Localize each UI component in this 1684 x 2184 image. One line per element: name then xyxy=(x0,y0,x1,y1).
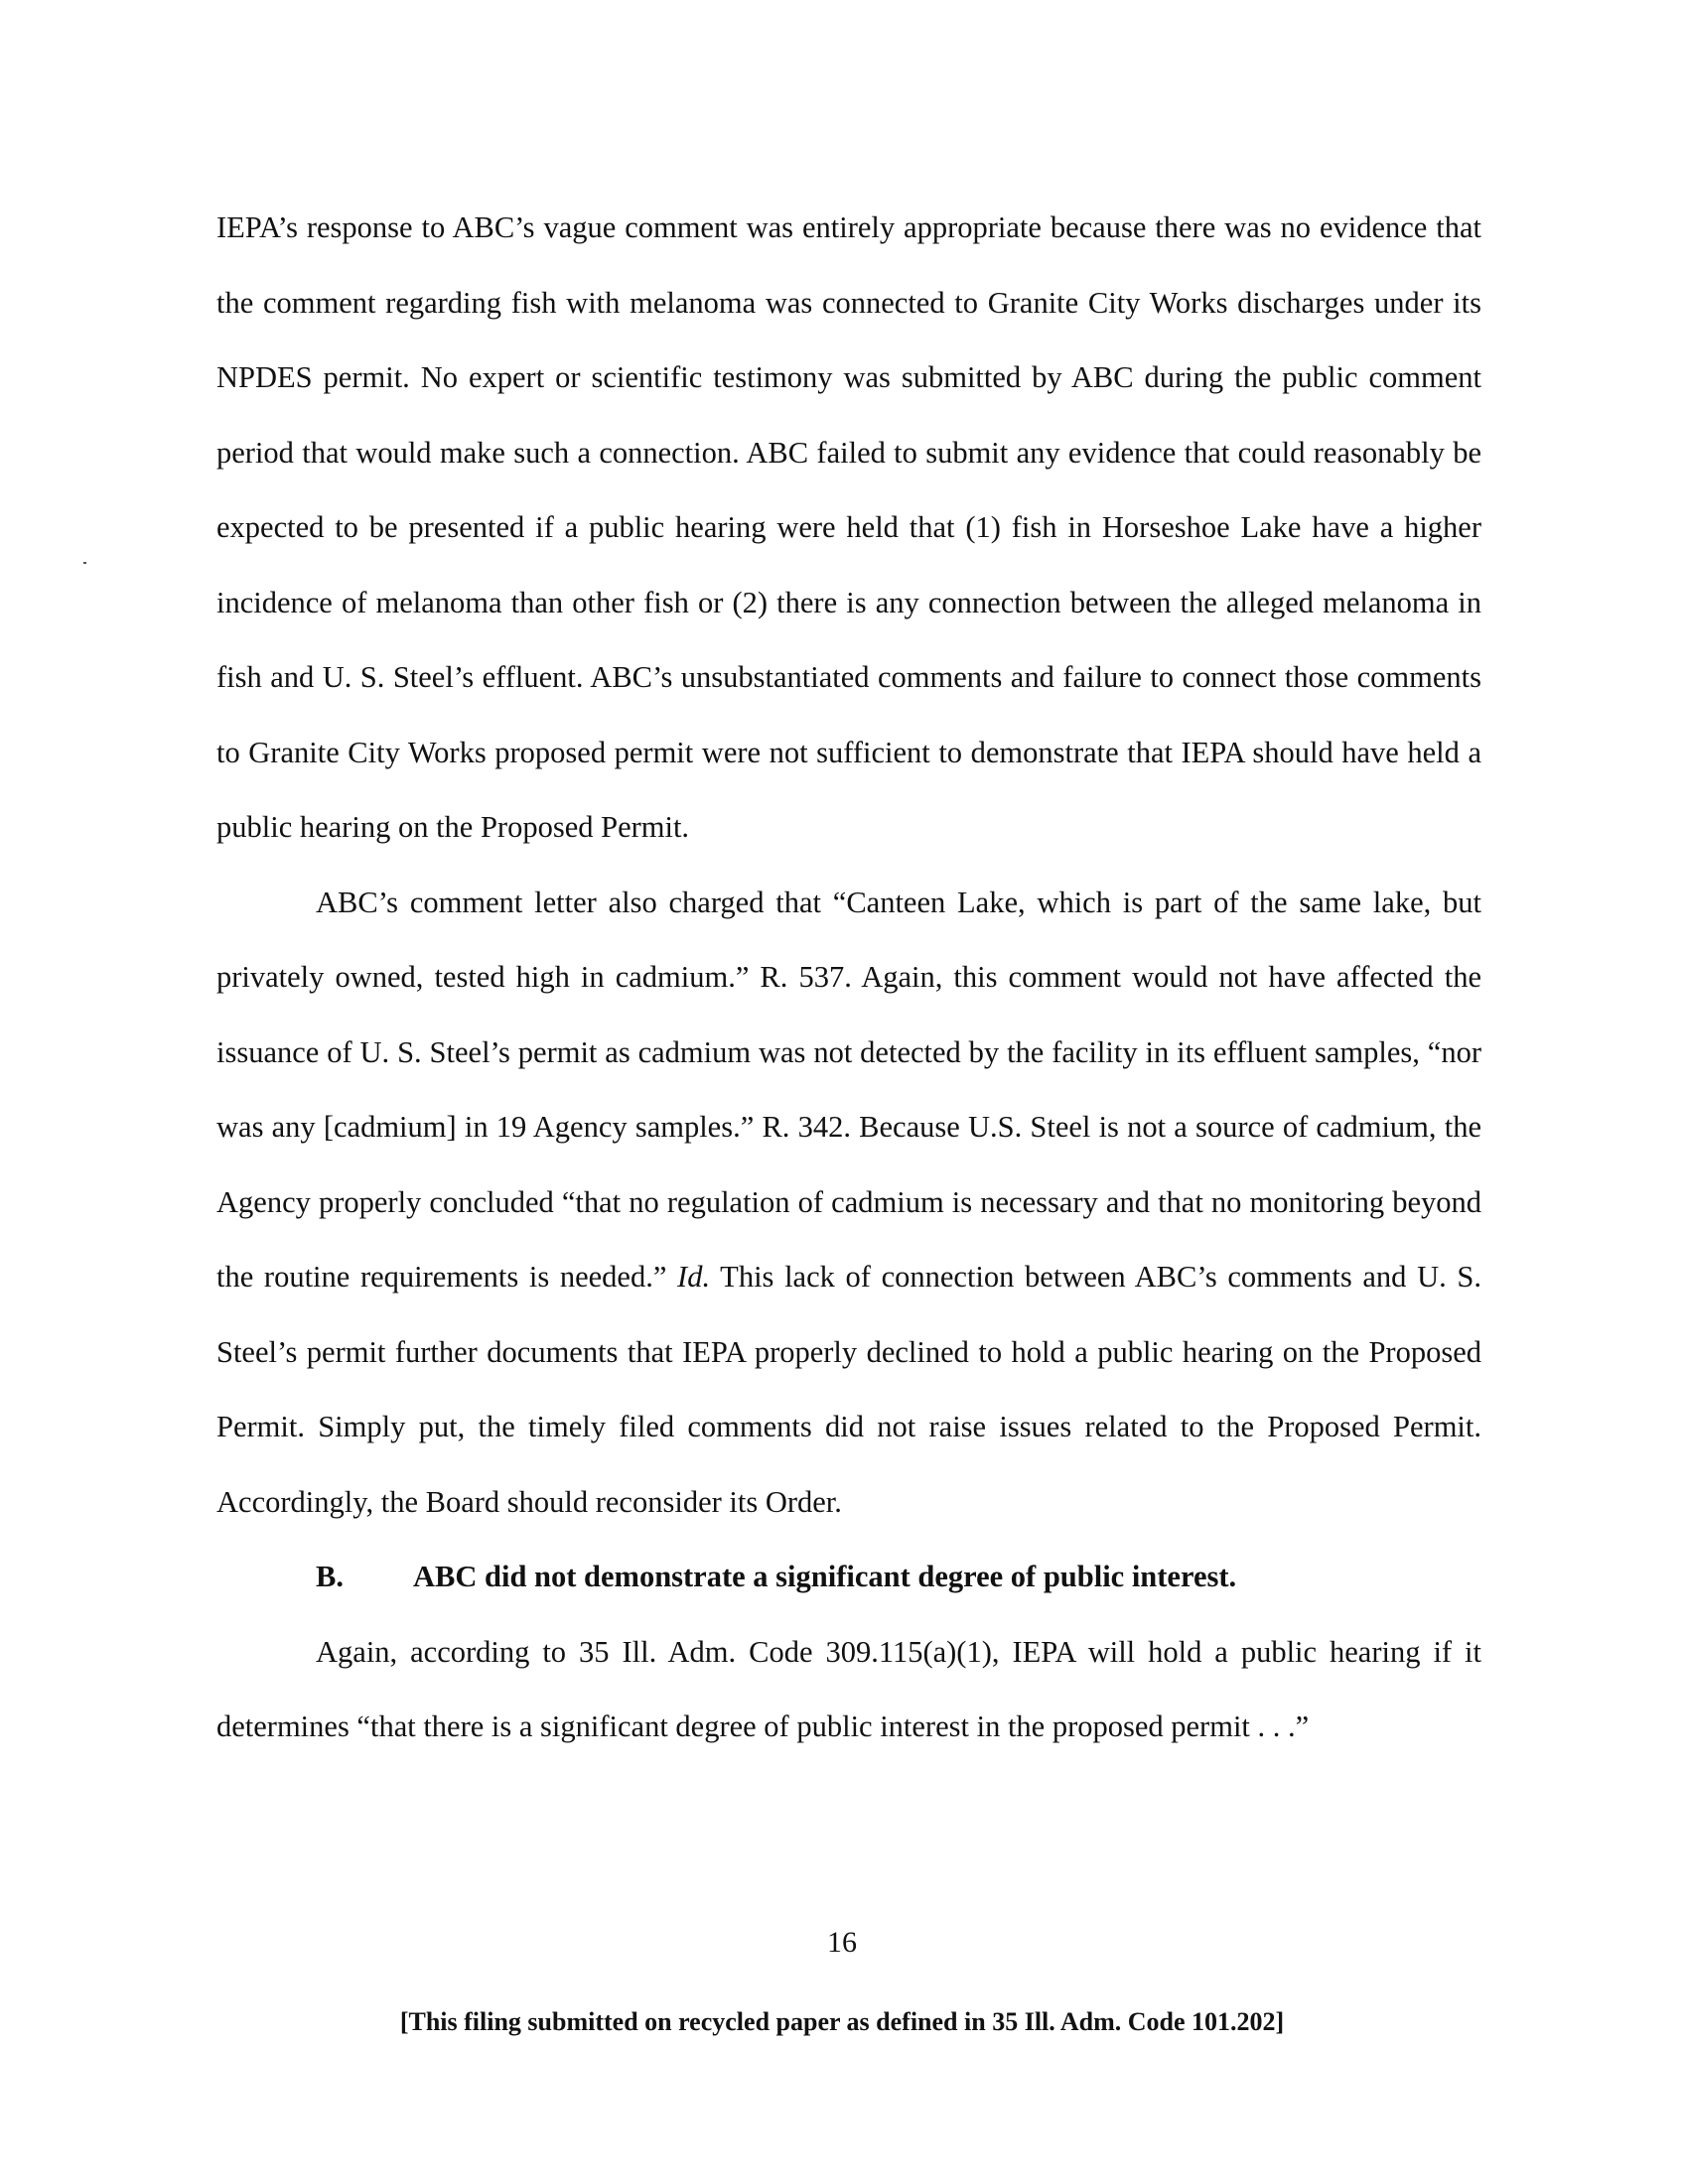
paragraph-continuation: IEPA’s response to ABC’s vague comment was entirely appropriate because there was no evidence that the comment regarding fish with melanoma was connected to Granite City Works discharges under its NPDES permit. No expert or scientific testimony was submitted by ABC during the public comment period that would make such a connection. ABC failed to submit any evidence that could reasonably be expected to be presented if a public hearing were held that (1) fish in Horseshoe Lake have a higher incidence of melanoma than other fish or (2) there is any connection between the alleged melanoma in fish and U. S. Steel’s effluent. ABC’s unsubstantiated comments and failure to connect those comments to Granite City Works proposed permit were not sufficient to demonstrate that IEPA should have held a public hearing on the Proposed Permit. xyxy=(216,210,1481,844)
document-body xyxy=(216,191,1481,1765)
footer-notice: [This filing submitted on recycled paper as defined in 35 Ill. Adm. Code 101.202] xyxy=(399,2007,1285,2036)
paragraph-text: ABC’s comment letter also charged that “Canteen Lake, which is part of the same lake, but privately owned, tested high in cadmium.” R. 537. Again, this comment would not have affected the issuance of U. S. Steel’s permit as cadmium was not detected by the facility in its effluent samples, “nor was any [cadmium] in 19 Agency samples.” R. 342. Because U.S. Steel is not a source of cadmium, the Agency properly concluded “that no regulation of cadmium is necessary and that no monitoring beyond the routine requirements is needed.” xyxy=(216,885,1481,1294)
citation-id: Id. xyxy=(677,1260,711,1294)
paragraph-public-interest: Again, according to 35 Ill. Adm. Code 309.115(a)(1), IEPA will hold a public hearing if it determines “that there is a significant degree of public interest in the proposed permit . . .” xyxy=(216,1634,1481,1743)
section-heading-letter: B. xyxy=(316,1560,344,1593)
paragraph-text: This lack of connection between ABC’s comments and U. S. Steel’s permit further documents that IEPA properly declined to hold a public hearing on the Proposed Permit. Simply put, the timely filed comments did not raise issues related to the Proposed Permit. Accordingly, the Board should reconsider its Order. xyxy=(216,1260,1481,1519)
section-heading xyxy=(216,1540,1481,1615)
section-heading-text: ABC did not demonstrate a significant degree of public interest. xyxy=(413,1560,1237,1593)
paragraph-canteen-lake xyxy=(216,866,1481,1541)
page-number: 16 xyxy=(827,1926,857,1959)
scan-speck xyxy=(83,562,86,564)
